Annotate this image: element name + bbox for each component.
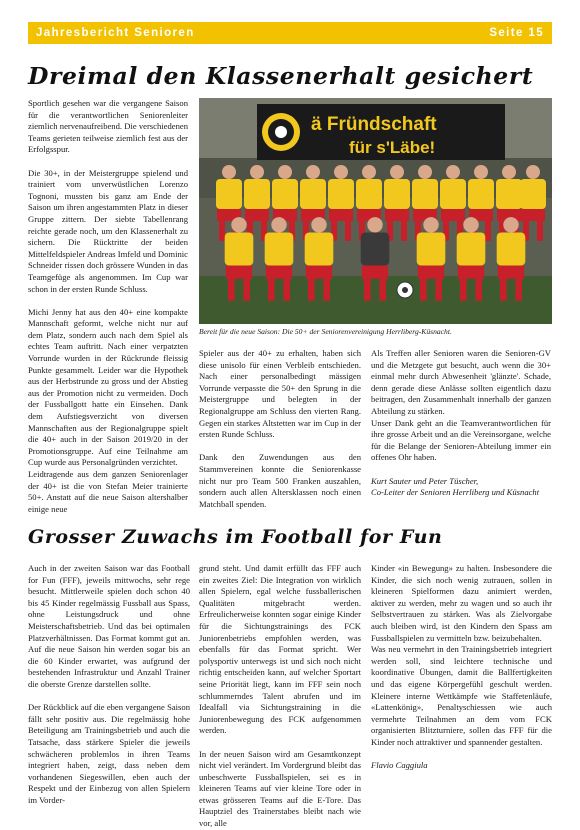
player-jersey [384, 179, 410, 209]
player-head [390, 165, 404, 179]
player-jersey [356, 179, 382, 209]
player-head [278, 165, 292, 179]
player-jersey [417, 233, 446, 266]
player-jersey [440, 179, 466, 209]
article1-column-2 [199, 348, 361, 510]
player-jersey [328, 179, 354, 209]
player-sock [420, 279, 427, 301]
article1-paragraph: Spieler aus der 40+ zu erhalten, haben sich diese unisolo für einen Verbleib entschieden. Nach einer personalbedingt mässigen Vorrunde verpasste die 50+ den Sprung in die Meistergruppe und belegten in der Regionalgruppe am Schluss den vierten Rang. Gegen ein starkes Altstetten war im Cup in der ersten Runde Schluss. [199, 348, 361, 440]
player-sock [243, 279, 250, 301]
page-number: Seite 15 [489, 27, 544, 39]
player-jersey [225, 233, 254, 266]
player-head [306, 165, 320, 179]
player-sock [500, 279, 507, 301]
article2-paragraph: Was neu vermehrt in den Trainingsbetrieb integriert werden soll, sind leichtere technische und koordinative Übungen, damit die Ballfertigkeiten und das eigene Körpergefühl geschult werden. Kleinere interne Wettkämpfe wie Staffetenläufe, «Lattenkönig», Penaltyschiessen wie auch vermehrte Teilnahmen an dem vom FCK organisierten Blitzturniere, sollen das FFF für die Kinder noch attraktiver und spannender gestalten. [371, 644, 552, 747]
player-jersey [305, 233, 334, 266]
player-sock [401, 221, 407, 241]
player-sock [228, 279, 235, 301]
article1-paragraph: Unser Dank geht an die Teamverantwortlichen für ihre grosse Arbeit und an die Vereinsorgane, welche für die Belange der Senioren-Abteilung immer ein offenes Ohr haben. [371, 417, 551, 463]
player-shorts [226, 266, 252, 279]
player-sock [515, 279, 522, 301]
player-jersey [457, 233, 486, 266]
player-sock [308, 279, 315, 301]
article1-paragraph: Michi Jenny hat aus den 40+ eine kompakte Mannschaft geformt, welche nicht nur auf dem Platz, sondern auch nach dem Spiel als echtes Team auftritt. Nach einer verpatzten Vorrunde wurden in der Rückrunde fleissig Punkte gesammelt. Leider war die Hypothek aus der Herbstrunde zu gross und der Abstieg aus der Promotion nicht zu vermeiden. Doch der Fussballgott hatte ein Einsehen. Dank dem Aufstiegsverzicht von diversen Mannschaften aus der Regionalgruppe spielt die 40+ auch in der Saison 2019/20 in der Promotionsgruppe. Auf eine Teilnahme am Cup wurde aus Personalgründen verzichtet. [28, 306, 188, 468]
section-title: Jahresbericht Senioren [36, 27, 195, 39]
player-head [250, 165, 264, 179]
player-shorts [266, 266, 292, 279]
article1-signature-line: Kurt Sauter und Peter Tüscher, [371, 475, 479, 486]
page-header-bar [28, 22, 552, 44]
player-sock [345, 221, 351, 241]
player-sock [323, 279, 330, 301]
player-sock [379, 279, 386, 301]
player-jersey [272, 179, 298, 209]
player-head [418, 165, 432, 179]
player-sock [460, 279, 467, 301]
player-sock [219, 221, 225, 241]
player-sock [268, 279, 275, 301]
player-shorts [521, 209, 545, 221]
player-jersey [520, 179, 546, 209]
article2-paragraph: Kinder «in Bewegung» zu halten. Insbesondere die Kinder, die sich noch wenig zutrauen, sollen in kleineren Spielformen dazu animiert werden, aktiver zu werden, mehr zu wagen und so auch ihr Selbstvertrauen zu stärken. Was als Zielvorgabe auch bleiben wird, ist den Kindern den Spass am Fussballspielen zu vermitteln bzw. beizubehalten. [371, 563, 552, 643]
player-head [463, 217, 478, 232]
article2-column-2 [199, 563, 361, 830]
banner [257, 104, 505, 160]
article1-column-3 [371, 348, 551, 499]
player-jersey [497, 233, 526, 266]
player-shorts [306, 266, 332, 279]
player-shorts [498, 266, 524, 279]
player-shorts [362, 266, 388, 279]
article1-paragraph: Leidtragende aus dem ganzen Seniorenlager der 40+ ist die von Stefan Meier trainierte 50+. Anstatt auf die neue Saison altershalber einige neue [28, 469, 188, 514]
article1-paragraph: Dank den Zuwendungen aus den Stammvereinen konnte die Seniorenkasse nicht nur pro Team 500 Franken auszahlen, sondern auch allen Altersklassen noch einen Matchball spenden. [199, 452, 361, 509]
article2-title: Grosser Zuwachs im Football for Fun [28, 526, 443, 548]
player-shorts [441, 209, 465, 221]
team-photo [199, 98, 552, 324]
article1-paragraph: Sportlich gesehen war die vergangene Saison für die verantwortlichen Seniorenleiter ziemlich nervenaufreibend. Die verschiedenen Teams gerieten teilweise ziemlich fest aus der Erfolgsspur. [28, 98, 188, 155]
banner-text-1: ä Fründschaft [311, 114, 437, 135]
player-head [474, 165, 488, 179]
player-sock [435, 279, 442, 301]
player-head [423, 217, 438, 232]
article1-paragraph: Als Treffen aller Senioren waren die Senioren-GV und die Metzgete gut besucht, auch wenn die 30+ einmal mehr durch Abwesenheit 'glänzte'. Schade, denn gerade diese Anlässe sollten eigentlich dazu beitragen, den Zusammenhalt innerhalb der ganzen Abteilung zu stärken. [371, 348, 551, 416]
player-head [222, 165, 236, 179]
article1-signature-line: Co-Leiter der Senioren Herrliberg und Küsnacht [371, 487, 540, 498]
banner-text-2: für s'Läbe! [349, 138, 436, 157]
player-head [231, 217, 246, 232]
player-jersey [265, 233, 294, 266]
player-shorts [385, 209, 409, 221]
player-jersey [300, 179, 326, 209]
article1-paragraph: Die 30+, in der Meistergruppe spielend und trainiert vom unverwüstlichen Lorenzo Tognoni, mussten bis ganz am Ende der Saison um ihren angestammten Platz in dieser Gruppe zittern. Der siebte Tabellenrang reichte gerade noch, um den Klassenerhalt zu sichern. Die Rücktritte der beiden Mittelfeldspieler Andreas Imfeld und Dominic Schneider rissen doch grössere Wunden in das Teamgefüge als angenommen. Im Cup war schon in der ersten Runde Schluss. [28, 167, 188, 294]
player-jersey [496, 179, 522, 209]
player-jersey [361, 233, 390, 266]
player-sock [364, 279, 371, 301]
player-head [311, 217, 326, 232]
article2-paragraph: In der neuen Saison wird am Gesamtkonzept nicht viel verändert. Im Vordergrund bleibt das unbeschwerte Fussballspielen, sei es in kleineren Teams auf vier kleine Tore oder in etwas grösseren Teams auf die E-Tore. Das Hauptziel des Trainerstabes bleibt nach wie vor, alle [199, 748, 361, 829]
article2-paragraph: Der Rückblick auf die eben vergangene Saison fällt sehr positiv aus. Die regelmässig hohe Beteiligung am Trainingsbetrieb und auch die Tatsache, dass stärkere Spieler die jeweils schwächeren problemlos in ihren Teams integriert haben, zeigt, dass neben dem vorhandenen Siegeswillen, eben auch der Respekt und der Einbezug von allen Spielern im Vorder- [28, 702, 190, 805]
article2-paragraph: grund steht. Und damit erfüllt das FFF auch ein zweites Ziel: Die Integration von wirklich allen Spielern, egal welche fussballerischen Qualitäten mitgebracht werden. Erfreulicherweise konnten sogar einige Kinder für die Sichtungstrainings des FCK Juniorenbetriebs empfohlen werden, was ebenfalls für das Format spricht. Wer polysportiv unterwegs ist und sich noch nicht richtig entscheiden kann, auf welcher Sportart seine Priorität liegt, kann im FFF sein noch schlummerndes Talent abrufen und im Idealfall via Sichtungstraining in die Juniorenbewegung des FCK aufgenommen werden. [199, 563, 361, 736]
player-shorts [458, 266, 484, 279]
player-jersey [216, 179, 242, 209]
player-jersey [244, 179, 270, 209]
player-shorts [329, 209, 353, 221]
player-head [271, 217, 286, 232]
player-sock [475, 279, 482, 301]
player-sock [537, 221, 543, 241]
player-jersey [468, 179, 494, 209]
player-shorts [418, 266, 444, 279]
player-head [362, 165, 376, 179]
player-head [367, 217, 382, 232]
article2-paragraph: Auch in der zweiten Saison war das Football for Fun (FFF), jeweils mittwochs, sehr rege besucht. Mittlerweile spielen doch schon 40 bis 45 Kinder regelmässig Fussball aus Spass, ohne Leistungsdruck und ohne Meisterschaftsbetrieb. Und das bei optimalen Platzverhältnissen. Das Format kommt gut an. Auf die neue Saison hin werden sogar bis an die 60 Kinder erwartet, was aufgrund der bestehenden Infrastruktur und Anzahl Trainer die oberste Grenze darstellen sollte. [28, 563, 190, 689]
player-head [446, 165, 460, 179]
player-head [526, 165, 540, 179]
player-head [502, 165, 516, 179]
player-head [503, 217, 518, 232]
player-sock [283, 279, 290, 301]
photo-caption: Bereit für die neue Saison: Die 50+ der Seniorenvereinigung Herrliberg-Küsnacht. [199, 327, 452, 336]
article1-column-1 [28, 98, 188, 515]
player-sock [485, 221, 491, 241]
player-shorts [245, 209, 269, 221]
article2-column-1 [28, 563, 190, 806]
article1-title: Dreimal den Klassenerhalt gesichert [28, 62, 534, 90]
player-jersey [412, 179, 438, 209]
player-head [334, 165, 348, 179]
article2-signature: Flavio Caggiula [371, 760, 428, 771]
article2-column-3 [371, 563, 552, 772]
